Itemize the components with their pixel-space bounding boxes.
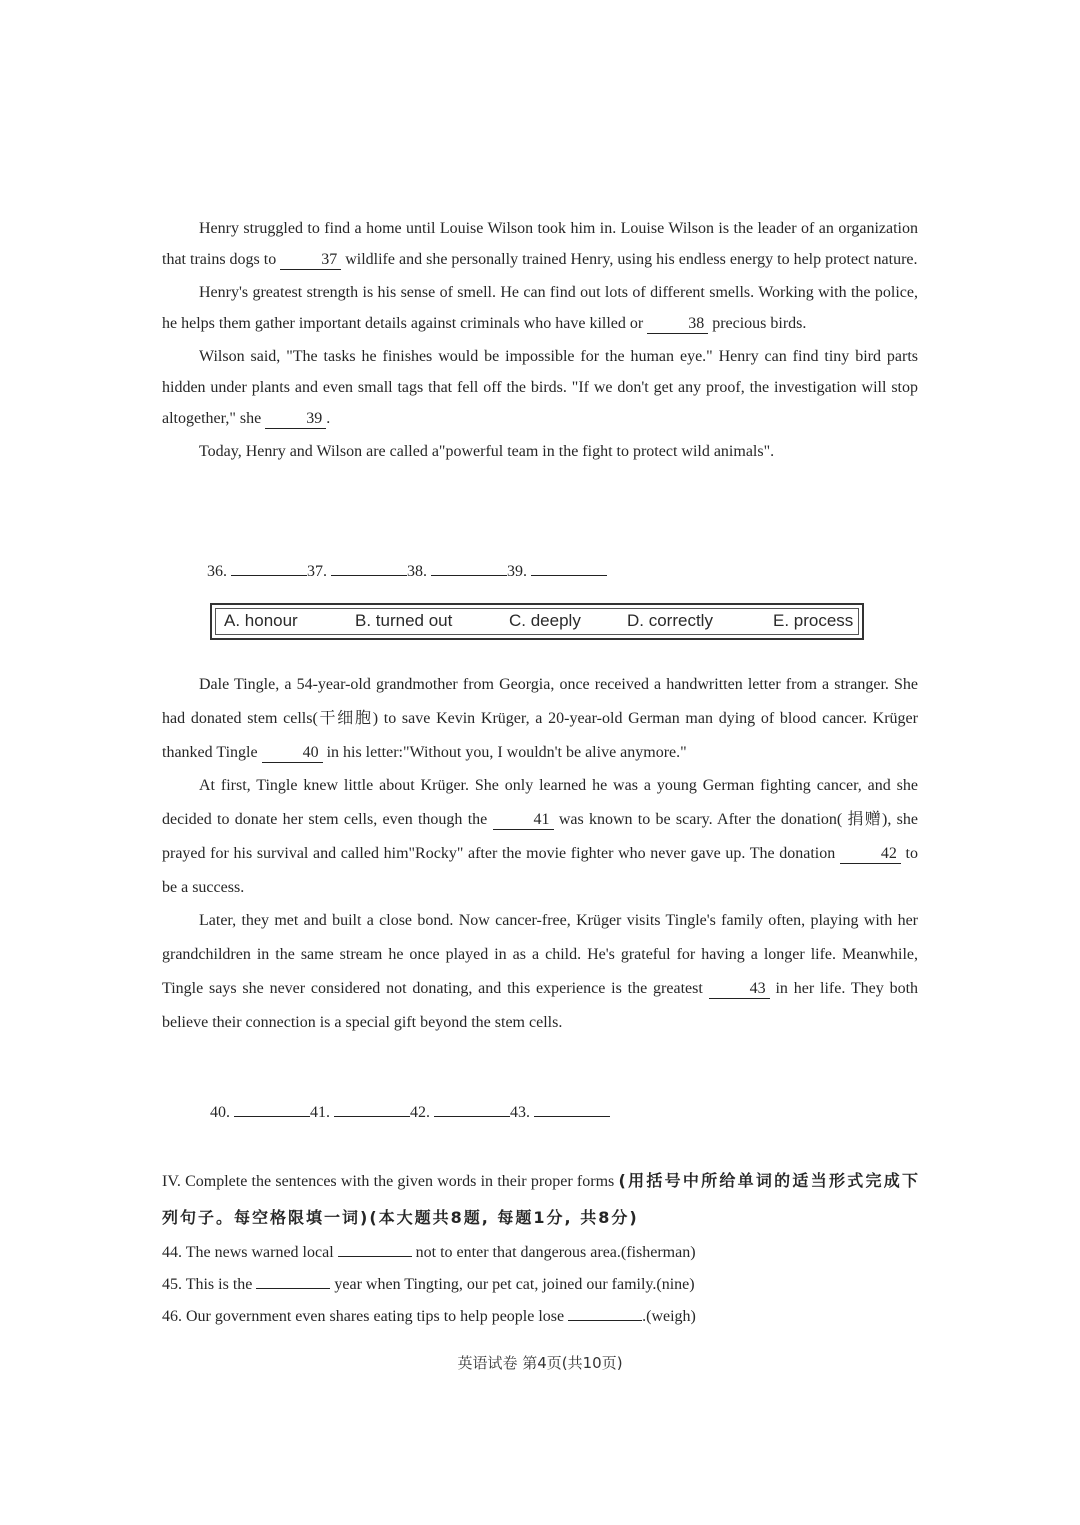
paragraph (162, 668, 918, 770)
answer-blank: 40 (262, 744, 323, 763)
answer-number: 43. (510, 1104, 530, 1121)
answer-line (531, 561, 607, 576)
word-bank-box (210, 603, 864, 640)
answer-blank: 43 (709, 980, 770, 999)
section-iv (162, 1163, 920, 1333)
answer-line (338, 1242, 412, 1257)
paragraph (162, 436, 918, 467)
option-c: C. deeply (509, 611, 581, 630)
answer-line (568, 1306, 642, 1321)
paragraph-text: Henry struggled to find a home until Louise Wilson took him in. Louise Wilson is the leader of an organization that trains dogs to (162, 220, 918, 268)
answer-item (510, 1102, 610, 1122)
answer-line (234, 1102, 310, 1117)
answer-number: 37. (307, 563, 327, 580)
paragraph-text: wildlife and she personally trained Henry, using his endless energy to help protect nature. (345, 251, 918, 268)
question-text: 46. Our government even shares eating tips to help people lose (162, 1308, 565, 1325)
paragraph-text: Wilson said, "The tasks he finishes would be impossible for the human eye." Henry can find tiny bird parts hidden under plants and even small tags that fell off the birds. "If we don't get any proof, the investigation will stop altogether," she (162, 348, 918, 427)
answer-blank: 37 (280, 251, 341, 270)
question-text: 44. The news warned local (162, 1244, 334, 1261)
paragraph-text: . (326, 410, 331, 427)
answer-line (231, 561, 307, 576)
answer-blank: 41 (493, 811, 554, 830)
paragraph (162, 769, 918, 905)
answer-number: 41. (310, 1104, 330, 1121)
paragraph-text: Later, they met and built a close bond. Now cancer-free, Krüger visits Tingle's family often, playing with her grandchildren in the same stream he once played in as a child. He's grateful for having a longer life. Meanwhile, Tingle says she never considered not donating, and this experience is the greatest (162, 912, 918, 997)
passage-1 (162, 213, 918, 467)
answer-line (256, 1274, 330, 1289)
passage-2 (162, 668, 918, 1040)
option-a: A. honour (224, 611, 298, 630)
section-heading-en: IV. Complete the sentences with the given words in their proper forms (162, 1173, 615, 1190)
answer-line (431, 561, 507, 576)
answer-item (310, 1102, 410, 1122)
answer-blank: 42 (840, 845, 901, 864)
question-46 (162, 1301, 920, 1333)
paragraph-text: was known to be scary. After the donation( 捐赠), she prayed for his survival and called him"Rocky" after the movie fighter who never gave up. The donation (162, 811, 918, 862)
paragraph-text: At first, Tingle knew little about Krüger. She only learned he was a young German fighting cancer, and she decided to donate her stem cells, even though the (162, 777, 918, 828)
answer-line (534, 1102, 610, 1117)
question-text: .(weigh) (642, 1308, 696, 1325)
question-text: 45. This is the (162, 1276, 253, 1293)
paragraph-text: Henry's greatest strength is his sense of smell. He can find out lots of different smells. Working with the police, he helps them gather important details against criminals who have killed or (162, 284, 918, 332)
option-b: B. turned out (355, 611, 453, 630)
page-footer: 英语试卷 第4页(共10页) (457, 1354, 623, 1372)
question-45 (162, 1269, 920, 1301)
answer-item (307, 561, 407, 581)
section-heading-cn: (用括号中所给单词的适当形式完成下列句子。每空格限填一词)(本大题共8题, 每题1分, 共8分) (162, 1171, 920, 1227)
question-text: year when Tingting, our pet cat, joined our family.(nine) (334, 1276, 695, 1293)
answer-lines-36-39 (207, 561, 607, 581)
paragraph-text: in his letter:"Without you, I wouldn't be alive anymore." (326, 744, 687, 761)
option-e: E. process (773, 611, 854, 630)
paragraph-text: Today, Henry and Wilson are called a"powerful team in the fight to protect wild animals". (199, 443, 775, 460)
question-text: not to enter that dangerous area.(fisherman) (415, 1244, 696, 1261)
answer-blank: 39 (265, 410, 326, 429)
question-44 (162, 1237, 920, 1269)
paragraph (162, 277, 918, 339)
answer-lines-40-43 (210, 1102, 610, 1122)
paragraph-text: in her life. They both believe their connection is a special gift beyond the stem cells. (162, 980, 919, 1031)
answer-item (210, 1102, 310, 1122)
answer-number: 36. (207, 563, 227, 580)
answer-number: 40. (210, 1104, 230, 1121)
paragraph-text: Dale Tingle, a 54-year-old grandmother from Georgia, once received a handwritten letter from a stranger. She had donated stem cells(干细胞) to save Kevin Krüger, a 20-year-old German man dying of blood cancer. Krüger thanked Tingle (162, 676, 918, 761)
answer-item (407, 561, 507, 581)
answer-item (507, 561, 607, 581)
answer-line (434, 1102, 510, 1117)
answer-number: 42. (410, 1104, 430, 1121)
answer-line (331, 561, 407, 576)
paragraph-text: precious birds. (712, 315, 807, 332)
answer-line (334, 1102, 410, 1117)
answer-item (410, 1102, 510, 1122)
paragraph (162, 213, 918, 275)
paragraph (162, 341, 918, 434)
answer-number: 38. (407, 563, 427, 580)
paragraph (162, 904, 918, 1040)
answer-item (207, 561, 307, 581)
paragraph-text: to be a success. (162, 845, 918, 896)
answer-number: 39. (507, 563, 527, 580)
section-heading (162, 1163, 920, 1237)
answer-blank: 38 (647, 315, 708, 334)
option-d: D. correctly (627, 611, 713, 630)
